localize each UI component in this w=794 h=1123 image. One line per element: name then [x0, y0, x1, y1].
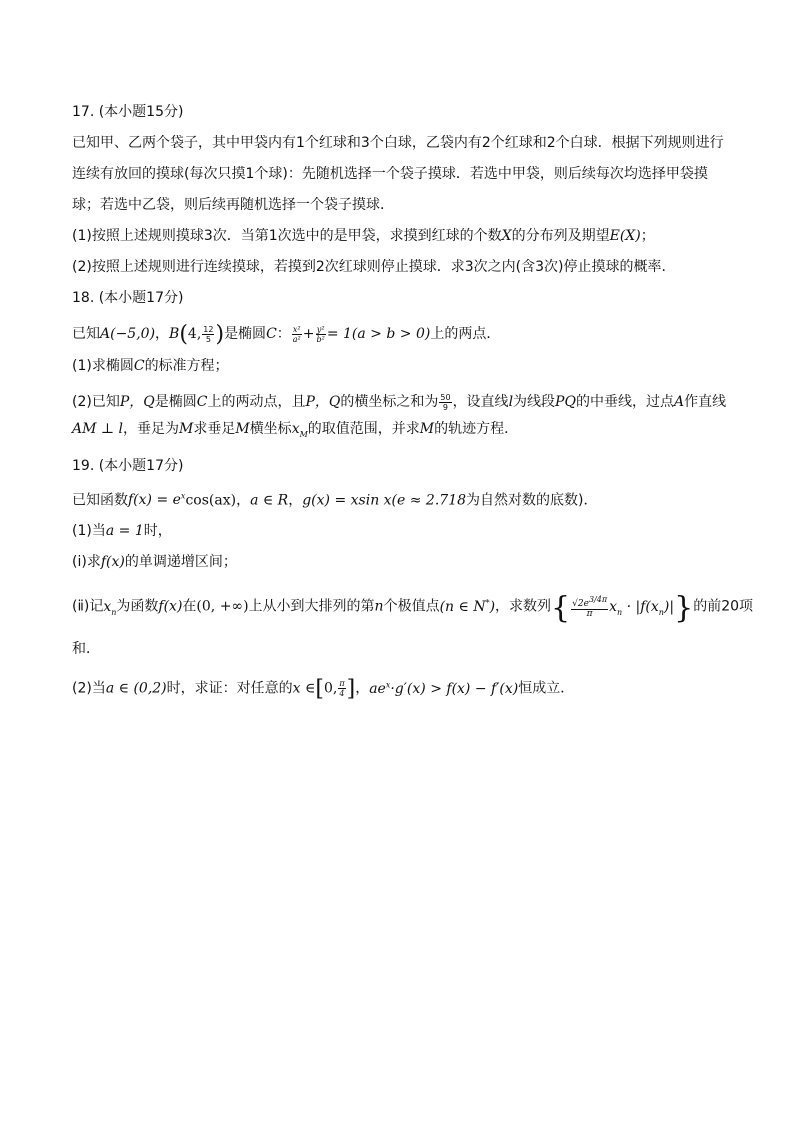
q18-part2-b: 是椭圆	[154, 394, 197, 410]
q19-part2-a: 时，求证：对任意的	[166, 680, 293, 697]
q18-stem-pre: 已知	[72, 326, 100, 342]
document-page	[72, 102, 754, 716]
q19-stem-a: ，	[236, 492, 251, 509]
q19-sub-ii-f: f(x)	[158, 599, 183, 616]
q18-part2-i: 作直线	[684, 394, 727, 410]
q18-paren-open: (	[179, 322, 188, 347]
q17-stem-line1: 已知甲、乙两个袋子，其中甲袋内有1个红球和3个白球，乙袋内有2个红球和2个白球．根据下列规则进行	[72, 135, 724, 151]
q18-stem-end: 上的两点．	[430, 326, 501, 342]
q18-part1-text: (1)求椭圆	[72, 358, 134, 374]
q19-sub-ii-b: 在	[182, 599, 197, 616]
q19-part2-pi-fraction: $\frac{\pi}{4}$	[339, 679, 345, 699]
q17-part1-mid: 的分布列及期望	[511, 228, 610, 244]
q17-part1-text: (1)按照上述规则摸球3次．当第1次选中的是甲袋，求摸到红球的个数	[72, 228, 502, 244]
q17-part1-expectation: E(X)	[609, 228, 641, 244]
q18-eq-y-frac: $\frac{\text{y²}}{\text{b²}}$	[316, 324, 325, 344]
q18-line2-m3: M	[419, 421, 435, 437]
q19-part2-x: x ∈	[292, 680, 316, 697]
q19-part1	[72, 521, 732, 541]
q18-part2-A: A	[673, 394, 685, 410]
q18-paren-close: )	[215, 322, 225, 347]
q19-seq-brace-open: {	[551, 591, 571, 627]
q19-part2-cond: a ∈ (0,2)	[105, 680, 167, 697]
q18-line2-xm: $x_M$	[291, 421, 308, 439]
q18-ellipse-name: C	[266, 326, 277, 342]
q18-point-b-fraction: $\frac{12}{5}$	[203, 324, 214, 344]
q18-part2-d: 上的两动点，且	[207, 394, 306, 410]
q18-point-b-label: B	[169, 326, 180, 342]
q19-stem-end: 为自然对数的底数)．	[466, 492, 598, 509]
q17-part1	[72, 226, 732, 246]
q19-stem	[72, 487, 732, 511]
q19-sub-ii-f2: 的前20项	[693, 599, 754, 616]
q17-header: 17. (本小题15分)	[72, 104, 184, 120]
q19-seq-exponent: 3/4π	[588, 595, 608, 605]
q19-seq-rest: $x_n \cdot |f(x_n)|$	[609, 599, 675, 617]
q19-sub-i-pre: (ⅰ)求	[72, 554, 101, 571]
q18-part2-line2	[72, 419, 732, 445]
q19-sub-i-f: f(x)	[100, 554, 125, 571]
q19-part1-end: 时，	[143, 523, 172, 540]
q18-line2-e: 的轨迹方程．	[434, 421, 519, 437]
q19-part2-bracket-open: [	[315, 676, 324, 702]
q18-part1	[72, 356, 732, 376]
q17-stem-line3: 球；若选中乙袋，则后续再随机选择一个袋子摸球．	[72, 197, 394, 213]
q19-sub-ii-nvar: n	[374, 599, 384, 616]
q19-sub-ii-pre: (ⅱ)记	[72, 599, 104, 616]
q19-g-def: g(x) = xsin x(e ≈ 2.718	[302, 492, 467, 509]
q19-sub-ii	[72, 583, 754, 632]
q19-sub-ii-ncond: (n ∈ N*)	[439, 598, 496, 616]
q19-stem-pre: 已知函数	[72, 492, 128, 509]
q18-part2-l: l	[508, 394, 514, 410]
q19-sub-i-end: 的单调递增区间；	[124, 554, 237, 571]
q18-eq-x-frac: $\frac{\text{x²}}{\text{a²}}$	[292, 324, 301, 344]
q18-line2-m2: M	[235, 421, 250, 437]
q19-a-in-r: a ∈ R	[250, 492, 289, 509]
q19-seq-brace-close: }	[674, 591, 694, 627]
q18-line2-m: M	[179, 421, 194, 437]
q19-f-cos: cos(ax)	[185, 492, 237, 509]
q19-part2-int-l: 0,	[323, 680, 338, 697]
q19-part2-ineq: $ae^x\cdot g'(x) > f(x) - f'(x)$	[369, 679, 519, 697]
q17-stem-line2: 连续有放回的摸球(每次只摸1个球)：先随机选择一个袋子摸球．若选中甲袋，则后续每次均选择甲袋摸	[72, 166, 708, 182]
q18-line2-am: AM ⊥ l	[72, 421, 123, 437]
q18-part2-pq: P，Q	[119, 394, 155, 410]
q19-sub-ii-interval: (0, +∞)	[196, 599, 249, 616]
q18-part1-end: 的标准方程；	[144, 358, 229, 374]
q18-point-b-x: 4,	[187, 326, 202, 342]
q18-eq-plus: +	[302, 326, 315, 342]
q19-sub-ii-a: 为函数	[116, 599, 159, 616]
q19-part2-pre: (2)当	[72, 680, 106, 697]
q17-part2: (2)按照上述规则进行连续摸球，若摸到2次红球则停止摸球．求3次之内(含3次)停止摸球的概率．	[72, 259, 676, 275]
q19-sub-ii-c: 上从小到大排列的第	[248, 599, 375, 616]
q19-part2-end: 恒成立．	[518, 680, 575, 697]
q18-eq-rest: = 1(a > b > 0)	[326, 326, 431, 342]
q18-stem	[72, 319, 732, 350]
q19-stem-b: ，	[288, 492, 303, 509]
q18-part2-seg: PQ	[555, 394, 576, 410]
q19-part2-b: ，	[355, 680, 370, 697]
q17-part1-end: ；	[640, 228, 655, 244]
q18-part2-c: C	[196, 394, 208, 410]
q18-part2-a: (2)已知	[72, 394, 120, 410]
q18-line2-d: 的取值范围，并求	[307, 421, 420, 437]
q19-part1-eq: a = 1	[105, 523, 144, 540]
q18-line2-c: 横坐标	[249, 421, 292, 437]
q19-part1-pre: (1)当	[72, 523, 106, 540]
q18-line2-b: 求垂足	[193, 421, 236, 437]
q18-sep: ，	[155, 326, 170, 342]
q18-colon: ：	[276, 326, 291, 342]
q19-header: 19. (本小题17分)	[72, 457, 184, 474]
q17-part1-var: X	[501, 228, 512, 244]
q18-part2-pq2: P，Q	[305, 394, 341, 410]
q19-sub-ii-xn: $x_n$	[103, 599, 117, 617]
q18-stem-mid: 是椭圆	[224, 326, 267, 342]
q18-part2-f: ，设直线	[452, 394, 509, 410]
q18-point-a: A(−5,0)	[100, 326, 156, 342]
q18-part1-var: C	[133, 358, 145, 374]
q19-part2-bracket-close: ]	[346, 676, 356, 702]
q18-sum-fraction: $\frac{50}{9}$	[440, 392, 451, 412]
q19-sub-i	[72, 552, 732, 572]
q19-part2	[72, 670, 732, 705]
q18-part2-line1	[72, 387, 732, 417]
q18-part2-g: 为线段	[513, 394, 556, 410]
q19-sub-ii-d: 个极值点	[383, 599, 440, 616]
q19-f-def: $f(x) = e^x$	[128, 491, 186, 509]
q18-header: 18. (本小题17分)	[72, 290, 184, 306]
q19-sub-ii-e: ，求数列	[495, 599, 552, 616]
q18-line2-a: ，垂足为	[123, 421, 179, 437]
q19-seq-fraction: $\frac{√2e^{3/4\pi}}{\pi}$	[572, 595, 608, 620]
q18-part2-e: 的横坐标之和为	[340, 394, 439, 410]
q18-part2-h: 的中垂线，过点	[575, 394, 674, 410]
q19-sub-ii-wrap: 和．	[72, 640, 100, 657]
